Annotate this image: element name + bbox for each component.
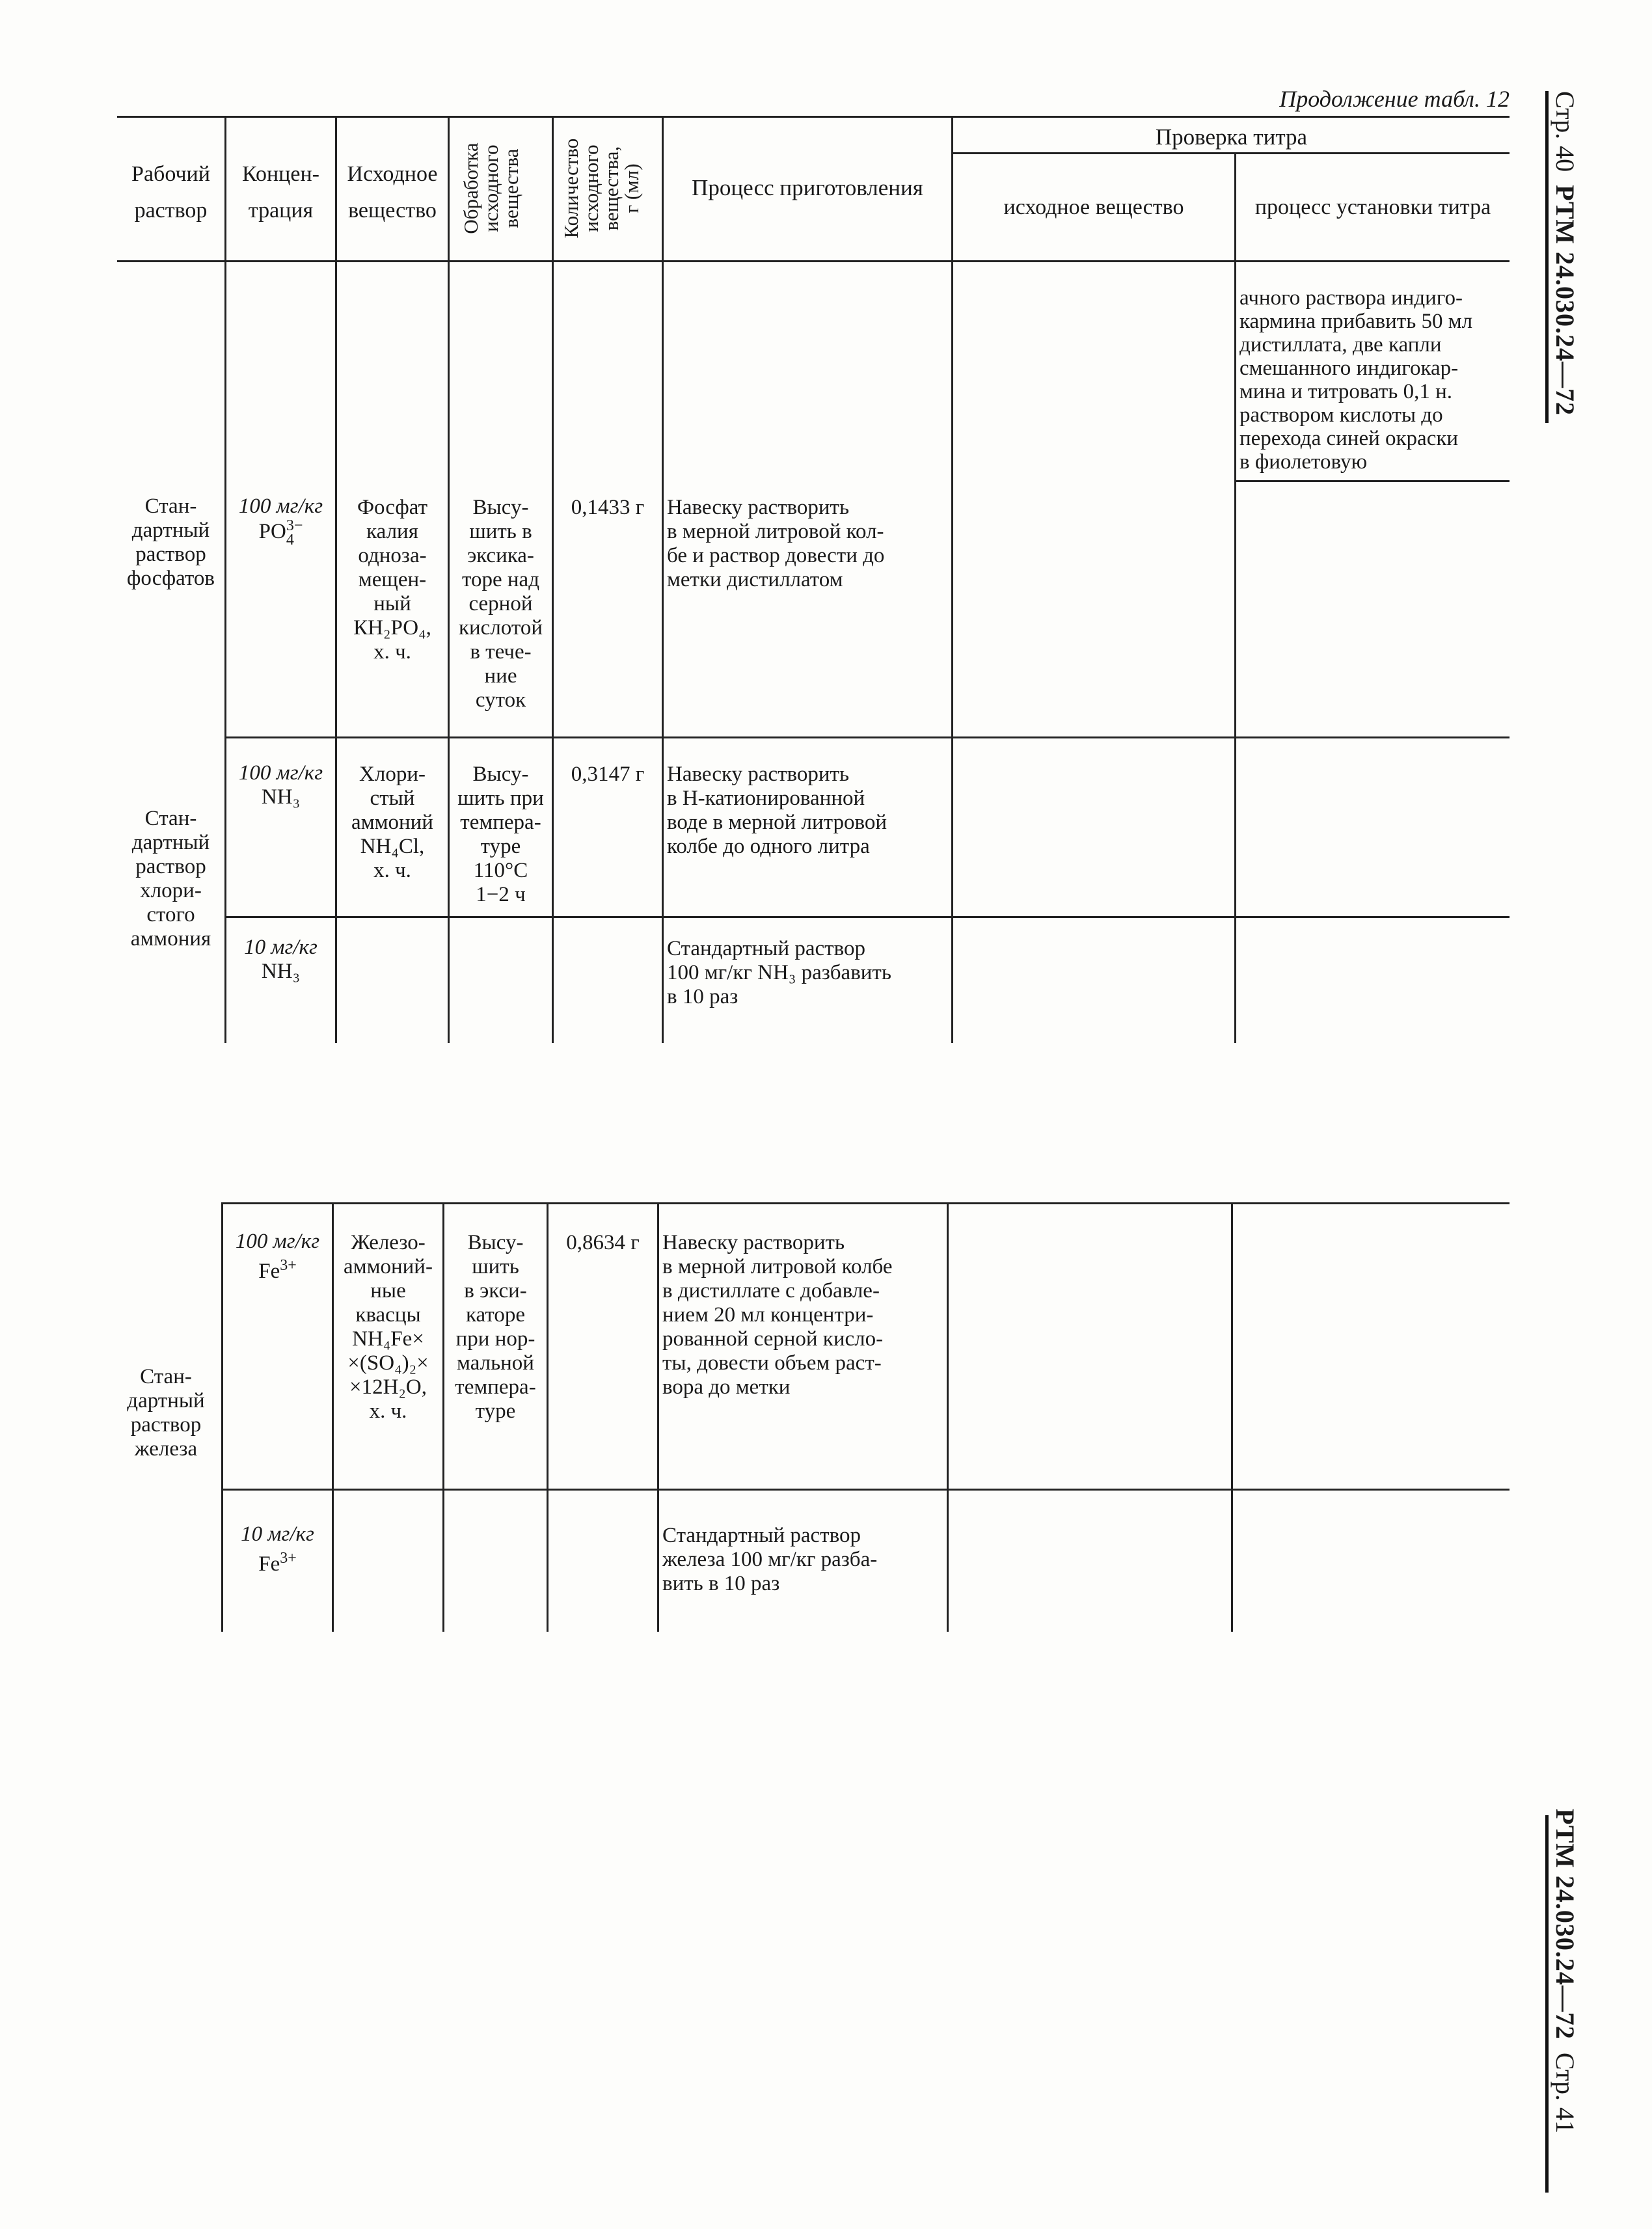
phosphate-source: Фосфат калия однозa- мещен- ный КН₂РО₄, х. ч. [353,496,431,664]
col-rule-6 [951,116,953,1043]
iron-name: Стан- дартный раствор железа [127,1365,205,1461]
iron-conc-2 [223,1522,332,1576]
ammonium-amount: 0,3147 г [571,763,645,786]
side-page-bottom: Стр. 41 [1550,2052,1580,2133]
iron-conc-2-value: 10 мг/кг [241,1522,314,1546]
phosphate-conc-value: 100 мг/кг [238,494,323,518]
side-head-bottom [1552,1809,1578,2133]
iron-amount: 0,8634 г [566,1231,640,1254]
header-concentration: Концен- трация [242,162,319,223]
header-amount: Количество исходного вещества, г (мл) [560,138,643,239]
iron-ion-1: $Fe^{3+}$ [258,1257,297,1283]
header-titer-process: процесс установки титра [1254,195,1491,219]
header-titer-check: Проверка титра [1155,124,1308,150]
iron-source: Железо- аммоний- ные квасцы NH₄Fe× ×(SO₄)₂× ×12H₂O, х. ч. [344,1231,433,1423]
col-rule-5 [662,116,664,1043]
iron-ion-2: $Fe^{3+}$ [258,1550,297,1576]
header-top-rule [117,116,1510,118]
phosphate-conc [226,494,335,547]
side-rule-top [1545,91,1549,423]
side-rule-bottom [1545,1815,1549,2193]
ammonium-name: Стан- дартный раствор хлори- стого аммония [130,807,211,951]
lower-col-rule-6 [947,1202,949,1632]
side-head-top [1552,91,1578,416]
header-bottom-rule [117,260,1510,262]
header-process: Процесс приготовления [692,175,923,200]
group-header-rule [953,152,1510,154]
ammonium-sub-rule [224,916,1510,918]
col-rule-4 [552,116,554,1043]
side-code-top: РТМ 24.030.24—72 [1550,185,1580,416]
side-page-top: Стр. 40 [1550,91,1580,172]
header-working-solution: Рабочий раствор [131,162,210,223]
ammonium-conc-1-value: 100 мг/кг [238,761,323,785]
ammonium-conc-2 [226,936,335,984]
ammonium-ion-2: NH₃ [261,960,301,983]
cont-row-rule [1236,480,1510,482]
iron-conc-1 [223,1230,332,1284]
continuation-caption: Продолжение табл. 12 [1279,86,1510,112]
iron-top-rule [221,1202,1510,1204]
lower-col-rule-5 [657,1202,659,1632]
phosphate-amount: 0,1433 г [571,496,645,519]
col-rule-7 [1234,152,1236,1043]
phosphate-process: Навеску растворить в мерной литровой кол- бе и раствор довести до метки дистиллатом [667,496,885,591]
ammonium-conc-1 [226,761,335,809]
ammonium-conc-2-value: 10 мг/кг [244,936,318,959]
lower-col-rule-4 [547,1202,548,1632]
ammonium-process-2: Стандартный раствор 100 мг/кг NH₃ разбавить в 10 раз [667,937,891,1008]
header-treatment: Обработка исходного вещества [459,142,522,234]
iron-conc-1-value: 100 мг/кг [235,1230,320,1253]
header-source-substance: Исходное вещество [347,162,438,223]
lower-col-rule-7 [1231,1202,1233,1632]
phosphate-name: Стан- дартный раствор фосфатов [127,494,215,590]
header-titer-source: исходное вещество [1003,195,1184,219]
cont-titration-text: ачного раствора индиго- кармина прибавить 50 мл дистиллата, две капли смешанного индигокар- мина и титровать 0,1 н. раствором кислоты до перехода синей окраски в фиолетовую [1239,286,1473,474]
ammonium-ion-1: NH₃ [261,785,301,809]
iron-process-1: Навеску растворить в мерной литровой колбе в дистиллате с добавле- нием 20 мл концентри- рованной серной кисло- ты, довести объем раст- вора до метки [662,1231,893,1399]
phosphate-treatment: Высу- шить в эксика- торе над серной кислотой в тече- ние суток [458,496,543,712]
iron-sub-rule [221,1489,1510,1491]
iron-treatment: Высу- шить в экси- каторе при нор- мальной темпера- туре [455,1231,536,1423]
phosphate-ion: PO3− 4 [258,517,303,548]
ammonium-process-1: Навеску растворить в Н-катионированной воде в мерной литровой колбе до одного литра [667,763,887,858]
col-rule-1 [224,116,226,1043]
ammonium-source: Хлори- стый аммоний NH₄Cl, х. ч. [351,763,433,882]
phosphate-row-rule [224,736,1510,738]
side-code-bottom: РТМ 24.030.24—72 [1550,1809,1580,2040]
ammonium-treatment: Высу- шить при темпера- туре 110°C 1−2 ч [457,763,544,906]
iron-process-2: Стандартный раствор железа 100 мг/кг разба- вить в 10 раз [662,1524,878,1595]
